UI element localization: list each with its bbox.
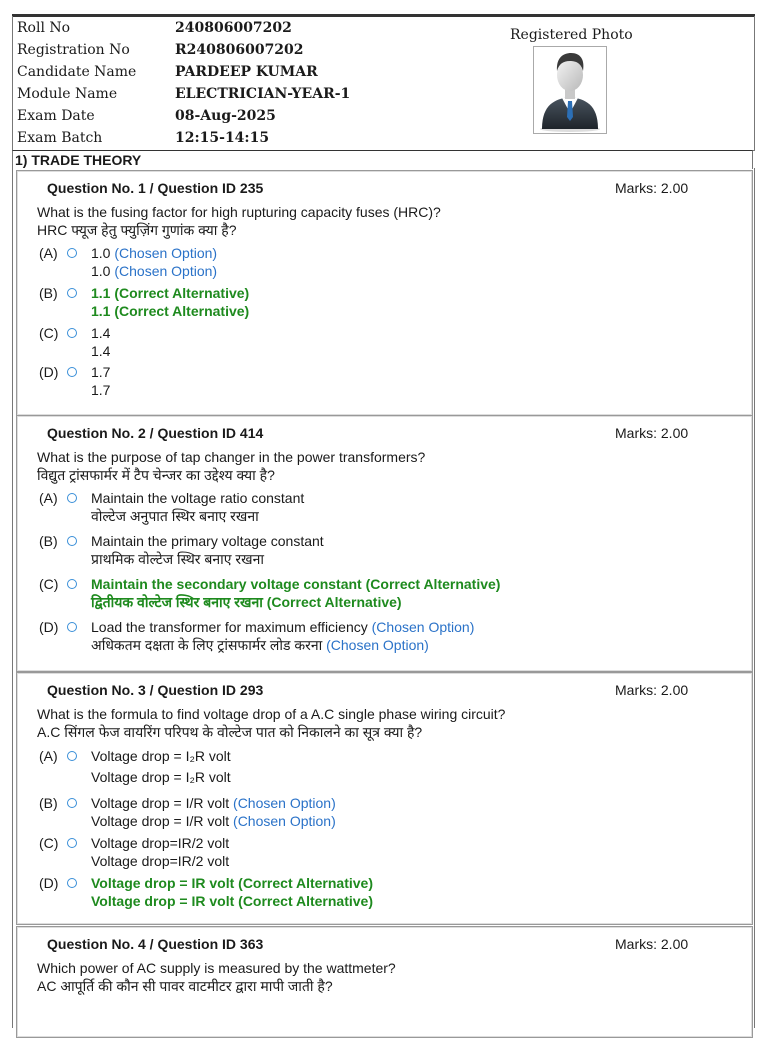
option-line-en	[91, 575, 500, 593]
option-line-hi	[91, 262, 217, 280]
option-text-en: Maintain the voltage ratio constant	[91, 490, 305, 506]
option-lines	[91, 284, 249, 320]
question-heading: Question No. 4 / Question ID 363	[47, 936, 264, 952]
option-text-hi: Voltage drop=IR/2 volt	[91, 853, 230, 869]
header-value: 240806007202	[175, 20, 292, 36]
option-letter: (D)	[39, 364, 59, 380]
option-letter: (A)	[39, 245, 58, 261]
question-text-hi: A.C सिंगल फेज वायरिंग परिपथ के वोल्टेज पात को निकालने का सूत्र क्या है?	[37, 724, 423, 740]
option-line-en	[91, 284, 249, 302]
question-marks: Marks: 2.00	[615, 425, 689, 441]
option-text-hi: प्राथमिक वोल्टेज स्थिर बनाए रखना	[91, 551, 264, 567]
option-text-hi: Voltage drop = IR volt	[91, 893, 235, 909]
question-text-en: What is the purpose of tap changer in the power transformers?	[37, 449, 426, 465]
radio-icon[interactable]	[67, 288, 77, 298]
radio-icon[interactable]	[67, 248, 77, 258]
option-text-en: Voltage drop = I₂R volt	[91, 748, 231, 764]
option-line-en	[91, 874, 373, 892]
option-lines	[91, 747, 231, 786]
option-text-en: Maintain the primary voltage constant	[91, 533, 324, 549]
option-text-hi: द्वितीयक वोल्टेज स्थिर बनाए रखना	[91, 594, 263, 610]
correct-tag: (Correct Alternative)	[238, 893, 374, 909]
option-text-en: Voltage drop=IR/2 volt	[91, 835, 230, 851]
option-line-hi	[91, 593, 500, 611]
option-letter: (A)	[39, 748, 58, 764]
question-marks: Marks: 2.00	[615, 180, 689, 196]
question-text-en: What is the formula to find voltage drop of a A.C single phase wiring circuit?	[37, 706, 506, 722]
option-letter: (C)	[39, 576, 59, 592]
option-text-hi: अधिकतम दक्षता के लिए ट्रांसफार्मर लोड करना	[91, 637, 323, 653]
correct-tag: (Correct Alternative)	[365, 576, 501, 592]
option-lines	[91, 618, 474, 654]
radio-icon[interactable]	[67, 328, 77, 338]
question-marks: Marks: 2.00	[615, 936, 689, 952]
option-text-en: Voltage drop = I/R volt	[91, 795, 230, 811]
option-lines	[91, 244, 217, 280]
option-letter: (D)	[39, 875, 59, 891]
header-value: PARDEEP KUMAR	[175, 64, 318, 80]
option-text-hi: वोल्टेज अनुपात स्थिर बनाए रखना	[91, 508, 259, 524]
header-value: 08-Aug-2025	[175, 108, 276, 124]
option-letter: (C)	[39, 325, 59, 341]
option-letter: (B)	[39, 795, 58, 811]
option-line-en	[91, 618, 474, 636]
radio-icon[interactable]	[67, 798, 77, 808]
option-line-hi	[91, 892, 373, 910]
header-value: 12:15-14:15	[175, 130, 270, 146]
correct-tag: (Correct Alternative)	[114, 303, 250, 319]
radio-icon[interactable]	[67, 878, 77, 888]
question-card	[16, 672, 753, 925]
option-text-hi: 1.4	[91, 343, 111, 359]
option-lines	[91, 363, 110, 399]
header-label: Exam Date	[17, 108, 95, 124]
chosen-tag: (Chosen Option)	[371, 619, 475, 635]
question-card	[16, 170, 753, 416]
option-lines	[91, 834, 229, 870]
option-text-en: Load the transformer for maximum efficiency	[91, 619, 368, 635]
option-line-en	[91, 244, 217, 262]
correct-tag: (Correct Alternative)	[266, 594, 402, 610]
header-label: Candidate Name	[17, 64, 137, 80]
option-line-hi	[91, 302, 249, 320]
question-heading: Question No. 1 / Question ID 235	[47, 180, 264, 196]
header-label: Roll No	[17, 20, 71, 36]
option-text-en: Maintain the secondary voltage constant	[91, 576, 362, 592]
option-line-hi	[91, 812, 336, 830]
option-text-en: 1.7	[91, 364, 111, 380]
option-line-hi	[91, 636, 474, 654]
header-value: R240806007202	[175, 42, 304, 58]
header-value: ELECTRICIAN-YEAR-1	[175, 86, 351, 102]
correct-tag: (Correct Alternative)	[114, 285, 250, 301]
radio-icon[interactable]	[67, 838, 77, 848]
correct-tag: (Correct Alternative)	[238, 875, 374, 891]
option-lines	[91, 575, 500, 611]
chosen-tag: (Chosen Option)	[114, 245, 218, 261]
question-card	[16, 415, 753, 672]
option-text-hi: 1.7	[91, 382, 111, 398]
option-letter: (A)	[39, 490, 58, 506]
question-text-hi: AC आपूर्ति की कौन सी पावर वाटमीटर द्वारा मापी जाती है?	[37, 978, 333, 994]
option-text-hi: 1.0	[91, 263, 111, 279]
registered-photo	[533, 46, 607, 134]
radio-icon[interactable]	[67, 367, 77, 377]
option-lines	[91, 874, 373, 910]
candidate-header	[12, 16, 755, 151]
option-lines	[91, 489, 304, 525]
radio-icon[interactable]	[67, 493, 77, 503]
header-label: Module Name	[17, 86, 118, 102]
question-marks: Marks: 2.00	[615, 682, 689, 698]
option-lines	[91, 532, 324, 568]
option-letter: (C)	[39, 835, 59, 851]
person-avatar-icon	[534, 47, 606, 133]
option-text-en: 1.4	[91, 325, 111, 341]
option-lines	[91, 324, 110, 360]
question-text-en: What is the fusing factor for high rupturing capacity fuses (HRC)?	[37, 204, 441, 220]
option-text-hi: 1.1	[91, 303, 111, 319]
question-card	[16, 926, 753, 1038]
header-label: Registration No	[17, 42, 130, 58]
option-text-en: Voltage drop = IR volt	[91, 875, 235, 891]
question-text-hi: विद्युत ट्रांसफार्मर में टैप चेन्जर का उद्देश्य क्या है?	[37, 467, 275, 483]
header-label: Exam Batch	[17, 130, 103, 146]
option-text-en: 1.0	[91, 245, 111, 261]
section-title: 1) TRADE THEORY	[12, 150, 753, 169]
chosen-tag: (Chosen Option)	[233, 813, 336, 829]
option-letter: (B)	[39, 533, 58, 549]
question-heading: Question No. 3 / Question ID 293	[47, 682, 264, 698]
option-text-en: 1.1	[91, 285, 111, 301]
option-line-en	[91, 794, 336, 812]
radio-icon[interactable]	[67, 751, 77, 761]
option-letter: (D)	[39, 619, 59, 635]
question-text-hi: HRC फ्यूज हेतु फ्युज़िंग गुणांक क्या है?	[37, 222, 237, 238]
radio-icon[interactable]	[67, 536, 77, 546]
chosen-tag: (Chosen Option)	[114, 263, 218, 279]
option-text-hi: Voltage drop = I₂R volt	[91, 769, 231, 785]
radio-icon[interactable]	[67, 579, 77, 589]
question-heading: Question No. 2 / Question ID 414	[47, 425, 264, 441]
question-text-en: Which power of AC supply is measured by the wattmeter?	[37, 960, 396, 976]
option-letter: (B)	[39, 285, 58, 301]
chosen-tag: (Chosen Option)	[233, 795, 336, 811]
radio-icon[interactable]	[67, 622, 77, 632]
chosen-tag: (Chosen Option)	[326, 637, 429, 653]
option-lines	[91, 794, 336, 830]
option-text-hi: Voltage drop = I/R volt	[91, 813, 230, 829]
registered-photo-label: Registered Photo	[510, 27, 633, 43]
